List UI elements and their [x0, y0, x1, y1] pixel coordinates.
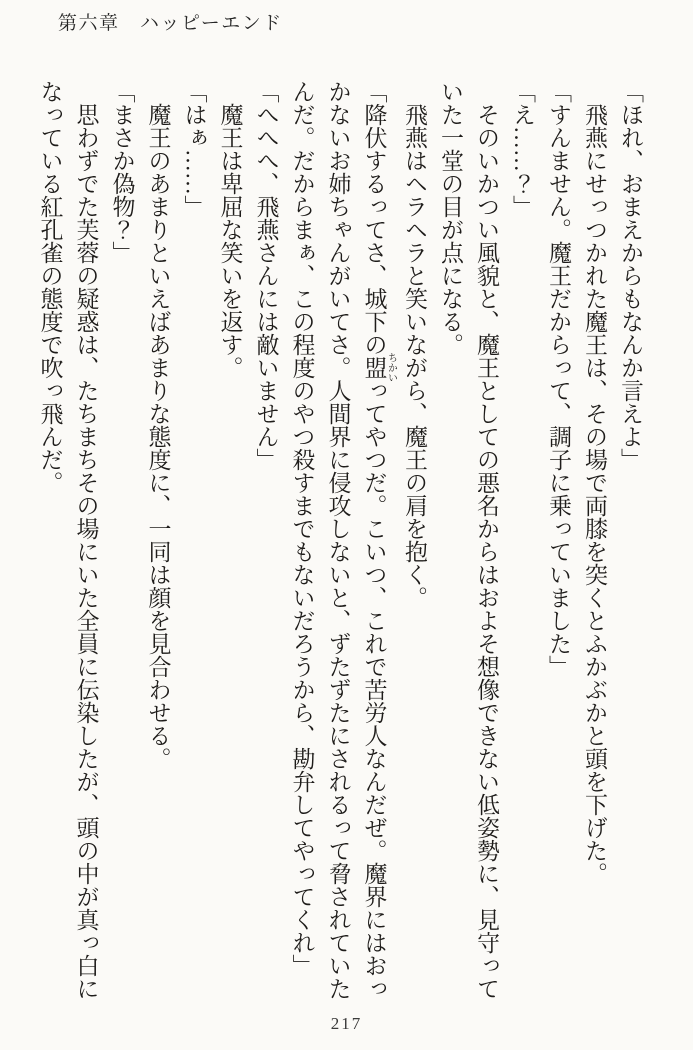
ruby-annotated-word: 盟 ちかい [361, 352, 397, 383]
paragraph-6: 飛燕はヘラヘラと笑いながら、魔王の肩を抱く。 [402, 80, 427, 609]
paragraph-10: 「はぁ……」 [181, 80, 207, 218]
paragraph-11: 魔王のあまりといえばあまりな態度に、一同は顔を見合わせる。 [145, 80, 171, 770]
chapter-header: 第六章 ハッピーエンド [58, 13, 283, 34]
text-body [32, 80, 649, 1020]
paragraph-12: 「まさか偽物？」 [109, 80, 135, 264]
paragraph-7: 「降伏するってさ、城下の盟 ちかいってやつだ。こいつ、これで苦労人なんだぜ。魔界にはおっかないお姉ちゃんがいてさ。人間界に侵攻しないと、ずたずたにされるって脅されていたんだ。だからまぁ、この程度のやつ殺すまでもないだろうから、勘弁してやってくれ」 [289, 80, 397, 1000]
paragraph-4: 「え……？」 [510, 80, 535, 218]
paragraph-2: 飛燕にせっつかれた魔王は、その場で両膝を突くとふかぶかと頭を下げた。 [582, 80, 607, 885]
paragraph-1: 「ほれ、おまえからもなんか言えよ」 [618, 80, 643, 471]
paragraph-8: 「へへへ、飛燕さんには敵いません」 [253, 80, 279, 471]
paragraph-5: そのいかつい風貌と、魔王としての悪名からはおよそ想像できない低姿勢に、見守っていた一堂の目が点になる。 [438, 80, 499, 1000]
paragraph-3: 「すんません。魔王だからって、調子に乗っていました」 [546, 80, 571, 678]
paragraph-13: 思わずでた芙蓉の疑惑は、たちまちその場にいた全員に伝染したが、頭の中が真っ白になっている紅孔雀の態度で吹っ飛んだ。 [37, 80, 99, 1000]
paragraph-9: 魔王は卑屈な笑いを返す。 [217, 80, 243, 379]
page-number: 217 [330, 1014, 363, 1033]
